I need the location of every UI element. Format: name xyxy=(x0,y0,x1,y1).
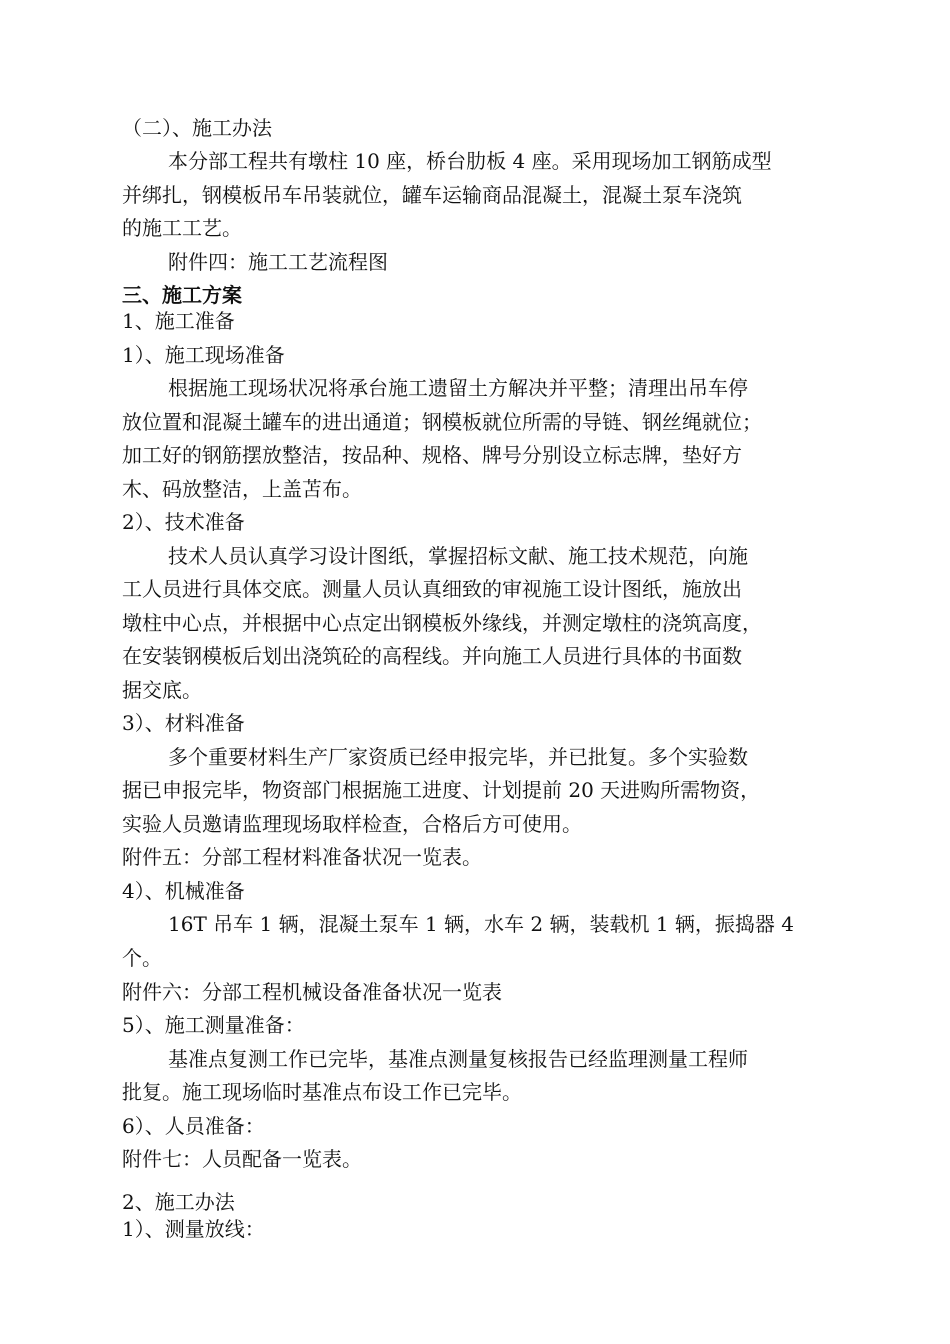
paragraph-line: 放位置和混凝土罐车的进出通道；钢模板就位所需的导链、钢丝绳就位； xyxy=(122,410,762,434)
paragraph-line: 本分部工程共有墩柱 10 座，桥台肋板 4 座。采用现场加工钢筋成型 xyxy=(168,149,772,173)
paragraph-line: 基准点复测工作已完毕，基准点测量复核报告已经监理测量工程师 xyxy=(168,1047,748,1071)
subsection-heading: 1、施工准备 xyxy=(122,309,235,333)
paragraph-line: 批复。施工现场临时基准点布设工作已完毕。 xyxy=(122,1080,522,1104)
paragraph-line: 墩柱中心点，并根据中心点定出钢模板外缘线，并测定墩柱的浇筑高度， xyxy=(122,611,762,635)
subsection-heading: 2、施工办法 xyxy=(122,1190,235,1214)
section-heading-construction-method: （二）、施工办法 xyxy=(122,116,272,140)
paragraph-line: 多个重要材料生产厂家资质已经申报完毕，并已批复。多个实验数 xyxy=(168,745,748,769)
paragraph-line: 个。 xyxy=(122,946,162,970)
paragraph-line: 据交底。 xyxy=(122,678,202,702)
item-heading: 6）、人员准备： xyxy=(122,1114,265,1138)
item-heading: 1）、施工现场准备 xyxy=(122,343,285,367)
paragraph-line: 在安装钢模板后划出浇筑砼的高程线。并向施工人员进行具体的书面数 xyxy=(122,644,742,668)
item-heading: 4）、机械准备 xyxy=(122,879,245,903)
paragraph-line: 根据施工现场状况将承台施工遗留土方解决并平整；清理出吊车停 xyxy=(168,376,748,400)
paragraph-line: 工人员进行具体交底。测量人员认真细致的审视施工设计图纸，施放出 xyxy=(122,577,742,601)
paragraph-line: 16T 吊车 1 辆，混凝土泵车 1 辆，水车 2 辆，装载机 1 辆，振捣器 4 xyxy=(168,912,794,936)
attachment-reference: 附件七：人员配备一览表。 xyxy=(122,1147,362,1171)
paragraph-line: 加工好的钢筋摆放整洁，按品种、规格、牌号分别设立标志牌，垫好方 xyxy=(122,443,742,467)
item-heading: 2）、技术准备 xyxy=(122,510,245,534)
paragraph-line: 并绑扎，钢模板吊车吊装就位，罐车运输商品混凝土，混凝土泵车浇筑 xyxy=(122,183,742,207)
attachment-reference: 附件六：分部工程机械设备准备状况一览表 xyxy=(122,980,502,1004)
section-heading-construction-plan: 三、施工方案 xyxy=(122,283,242,307)
item-heading: 5）、施工测量准备： xyxy=(122,1013,305,1037)
paragraph-line: 技术人员认真学习设计图纸，掌握招标文献、施工技术规范，向施 xyxy=(168,544,748,568)
paragraph-line: 据已申报完毕，物资部门根据施工进度、计划提前 20 天进购所需物资， xyxy=(122,778,761,802)
paragraph-line: 的施工工艺。 xyxy=(122,216,242,240)
attachment-reference: 附件四：施工工艺流程图 xyxy=(168,250,388,274)
attachment-reference: 附件五：分部工程材料准备状况一览表。 xyxy=(122,845,482,869)
paragraph-line: 实验人员邀请监理现场取样检查，合格后方可使用。 xyxy=(122,812,582,836)
paragraph-line: 木、码放整洁，上盖苫布。 xyxy=(122,477,362,501)
item-heading: 1）、测量放线： xyxy=(122,1217,265,1241)
item-heading: 3）、材料准备 xyxy=(122,711,245,735)
